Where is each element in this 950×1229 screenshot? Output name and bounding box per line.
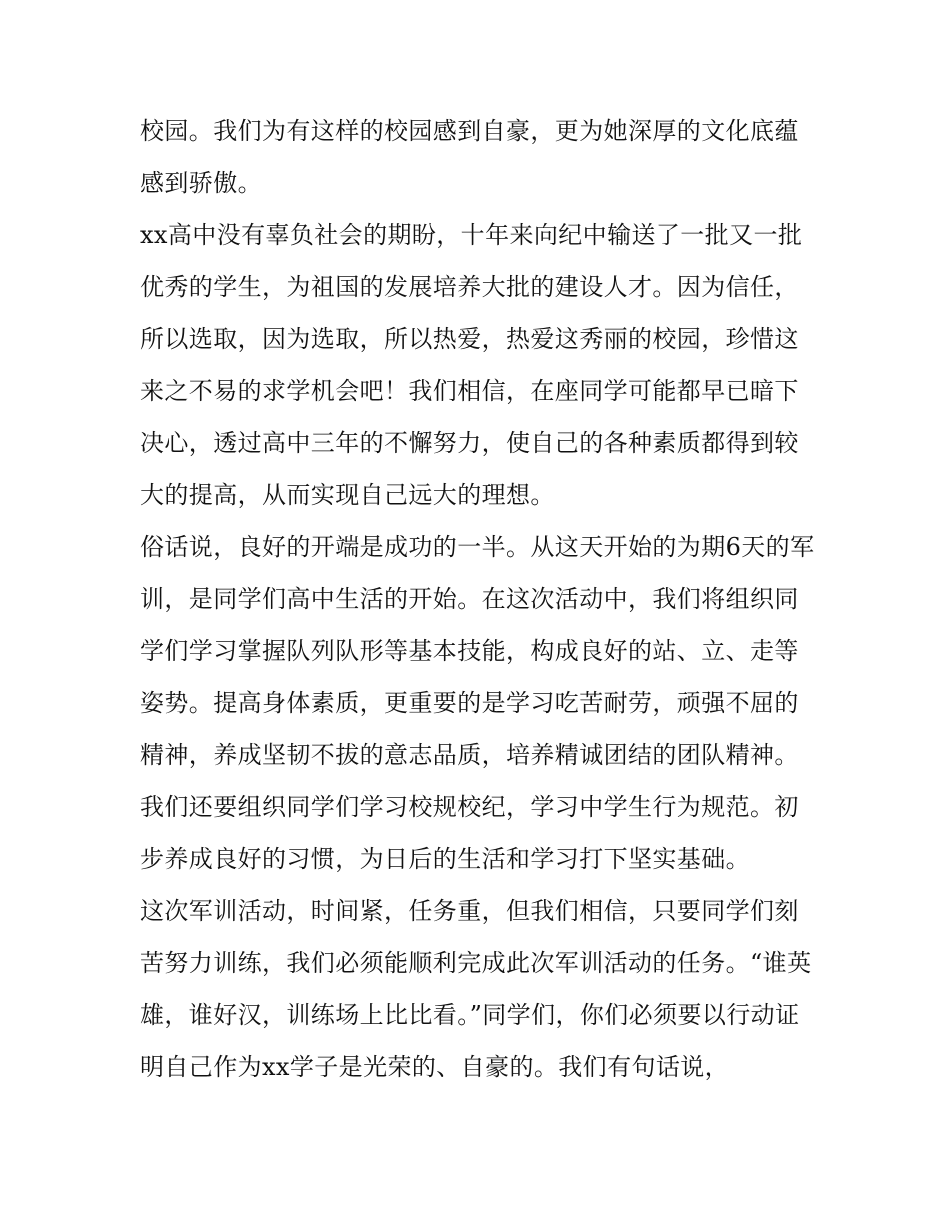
paragraph-4: 这次军训活动，时间紧，任务重，但我们相信，只要同学们刻苦努力训练，我们必须能顺利完成此次军训活动的任务。“谁英雄，谁好汉，训练场上比比看。”同学们，你们必须要以行动证明自己作为xx学子是光荣的、自豪的。我们有句话说， — [140, 897, 812, 1081]
paragraph-2: xx高中没有辜负社会的期盼，十年来向纪中输送了一批又一批优秀的学生，为祖国的发展培养大批的建设人才。因为信任，所以选取，因为选取，所以热爱，热爱这秀丽的校园，珍惜这来之不易的求学机会吧！我们相信，在座同学可能都早已暗下决心，透过高中三年的不懈努力，使自己的各种素质都得到较大的提高，从而实现自己远大的理想。 — [140, 221, 803, 509]
paragraph-1: 校园。我们为有这样的校园感到自豪，更为她深厚的文化底蕴感到骄傲。 — [140, 117, 799, 197]
document-body — [140, 105, 820, 1093]
paragraph-3: 俗话说，良好的开端是成功的一半。从这天开始的为期6天的军训，是同学们高中生活的开始。在这次活动中，我们将组织同学们学习掌握队列队形等基本技能，构成良好的站、立、走等姿势。提高身体素质，更重要的是学习吃苦耐劳，顽强不屈的精神，养成坚韧不拔的意志品质，培养精诚团结的团队精神。我们还要组织同学们学习校规校纪，学习中学生行为规范。初步养成良好的习惯，为日后的生活和学习打下坚实基础。 — [140, 533, 815, 873]
